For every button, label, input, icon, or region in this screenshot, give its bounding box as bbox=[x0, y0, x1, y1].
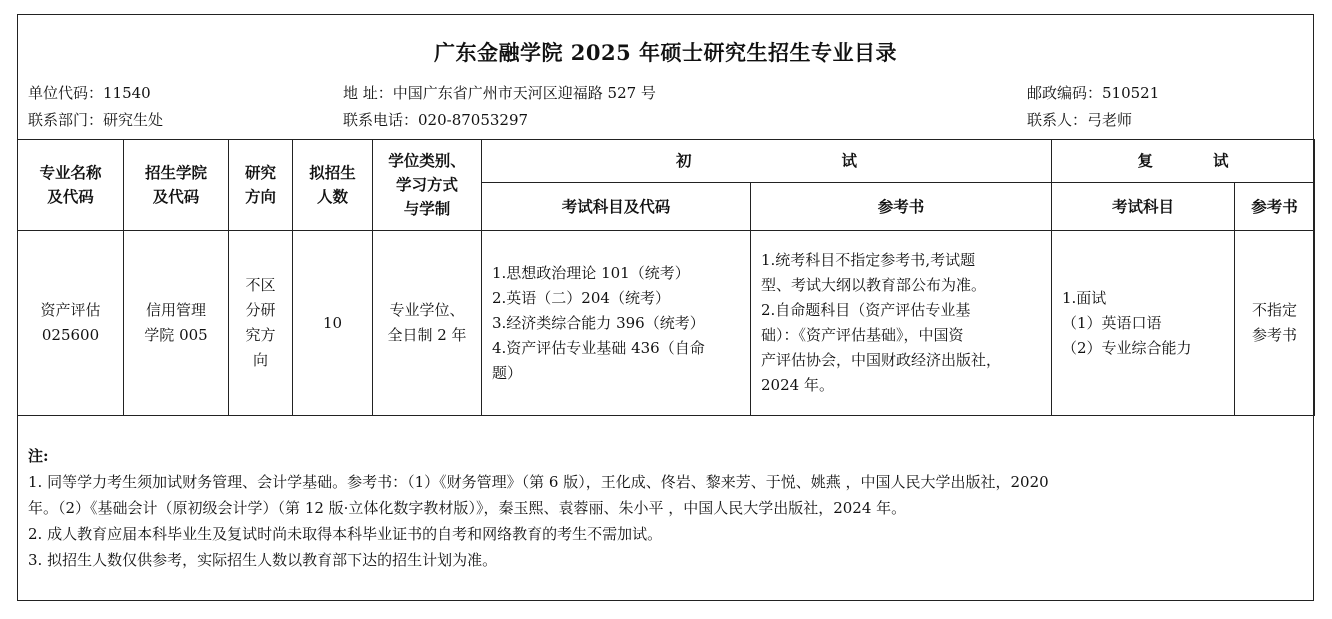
unit-code: 单位代码：11540 bbox=[28, 84, 151, 102]
phone: 联系电话：020-87053297 bbox=[343, 111, 529, 129]
header-second-books: 参考书 bbox=[1235, 183, 1315, 231]
cell-college: 信用管理 学院 005 bbox=[124, 231, 229, 416]
cell-quota: 10 bbox=[293, 231, 373, 416]
cell-second-books: 不指定 参考书 bbox=[1235, 231, 1315, 416]
contact: 联系人：弓老师 bbox=[1027, 111, 1133, 129]
header-first-subjects: 考试科目及代码 bbox=[482, 183, 751, 231]
note-item: 1. 同等学力考生须加试财务管理、会计学基础。参考书：（1）《财务管理》（第 6 版），王化成、佟岩、黎来芳、于悦、姚燕 ，中国人民大学出版社，2020 bbox=[28, 473, 1049, 491]
header-major: 专业名称 及代码 bbox=[18, 140, 124, 231]
cell-second-subjects: 1.面试 （1）英语口语 （2）专业综合能力 bbox=[1052, 231, 1235, 416]
postcode: 邮政编码：510521 bbox=[1027, 84, 1160, 102]
notes-title: 注: bbox=[28, 447, 49, 465]
cell-direction: 不区 分研 究方 向 bbox=[229, 231, 293, 416]
cell-first-books: 1.统考科目不指定参考书,考试题 型、考试大纲以教育部公布为准。 2.自命题科目（资产评估专业基 础）：《资产评估基础》，中国资 产评估协会，中国财政经济出版社， 2024 年。 bbox=[751, 231, 1052, 416]
department: 联系部门：研究生处 bbox=[28, 111, 164, 129]
header-second-exam: 复 试 bbox=[1052, 140, 1315, 183]
header-quota: 拟招生 人数 bbox=[293, 140, 373, 231]
header-second-subjects: 考试科目 bbox=[1052, 183, 1235, 231]
note-item: 年。（2）《基础会计（原初级会计学）（第 12 版·立体化数字教材版）》，秦玉熙、袁蓉丽、朱小平 ，中国人民大学出版社，2024 年。 bbox=[28, 499, 907, 517]
cell-major: 资产评估 025600 bbox=[18, 231, 124, 416]
note-item: 3. 拟招生人数仅供参考，实际招生人数以教育部下达的招生计划为准。 bbox=[28, 551, 498, 569]
cell-first-subjects: 1.思想政治理论 101（统考） 2.英语（二）204（统考） 3.经济类综合能力 396（统考） 4.资产评估专业基础 436（自命 题） bbox=[482, 231, 751, 416]
note-item: 2. 成人教育应届本科毕业生及复试时尚未取得本科毕业证书的自考和网络教育的考生不需加试。 bbox=[28, 525, 663, 543]
catalog-frame bbox=[17, 14, 1314, 601]
address: 地 址：中国广东省广州市天河区迎福路 527 号 bbox=[343, 84, 656, 102]
catalog-table bbox=[17, 139, 1315, 416]
notes bbox=[28, 443, 1308, 573]
header-first-books: 参考书 bbox=[751, 183, 1052, 231]
header-college: 招生学院 及代码 bbox=[124, 140, 229, 231]
table-row bbox=[18, 231, 1315, 416]
cell-degree: 专业学位、 全日制 2 年 bbox=[373, 231, 482, 416]
header-degree: 学位类别、 学习方式 与学制 bbox=[373, 140, 482, 231]
header-first-exam: 初 试 bbox=[482, 140, 1052, 183]
page-title: 广东金融学院 2025 年硕士研究生招生专业目录 bbox=[433, 40, 898, 65]
header-direction: 研究 方向 bbox=[229, 140, 293, 231]
